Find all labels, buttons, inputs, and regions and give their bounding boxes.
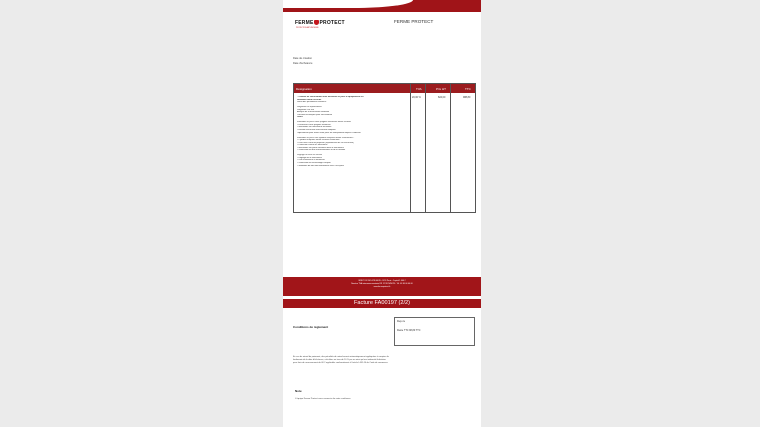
row-prix-ht: 824,00 <box>438 96 446 99</box>
table-header <box>294 84 475 93</box>
column-divider <box>425 84 426 212</box>
footer-line: Numéro TVA intracommunautaire FR 12 912345678 - Tél. 01 86 00 00 00 <box>351 283 413 285</box>
legal-text: En cas de retard de paiement, des pénalités de retard seront automatiquement appliquées à compter du lendemain de la date d'échéance, calculées au taux de 10 % par an ainsi qu'une indemnité forfaitaire pour frais de recouvrement de 40 € applicable conformément à l'article L441-10 du Code de commerce. <box>293 356 389 364</box>
footer-line: www.fermeprotect.fr <box>373 286 391 288</box>
designation-line: • Cylindre européen haute sécurité certifié A2P* <box>297 139 410 142</box>
invoice-table <box>293 83 476 213</box>
invoice-page-1 <box>283 0 481 296</box>
designation-line: Diagnostic et déplacement <box>297 106 322 109</box>
designation-line: Réglage et mise en service <box>297 154 323 157</box>
designation-line: • Test d'ouverture et fermeture <box>297 159 410 162</box>
signature-box <box>394 317 475 346</box>
header-ttc: TTC <box>465 86 471 91</box>
page-footer <box>283 277 481 296</box>
footer-line: SIRET 912 345 678 00019 - RCS Paris - Capital 1 000 € <box>358 280 406 282</box>
invoice-number-band: Facture FA00197 (2/2) <box>283 299 481 308</box>
designation-line: • Installation sur menuiserie existante <box>297 126 410 129</box>
header-designation: Désignation <box>296 86 312 91</box>
date-creation-label: Date de création <box>293 57 313 60</box>
date-echeance-label: Date d'échéance <box>293 61 313 65</box>
designation-line: • Vérification du bon fonctionnement et de la rotation <box>297 149 410 152</box>
designation-line: • Fixation sécurisée anti-intrusion adaptée <box>297 129 410 132</box>
logo-text-left: FERME <box>295 20 314 26</box>
row-tva: 20,00 % <box>412 96 421 99</box>
designation-line: • Réglage de la menuiserie <box>297 157 410 160</box>
designation-line: Diagnostic sur site <box>297 108 314 111</box>
signature-value: Reste TTC 98,80 TTC <box>397 329 421 332</box>
designation-line: - Travaux de sécurisation avec fourniture et pose d'équipements en <box>297 96 364 98</box>
designation-line: Analyse de la menuiserie existante <box>297 111 330 114</box>
note-text: L'équipe Ferme Protect vous remercie de votre confiance. <box>295 398 352 400</box>
designation-line: • Validation du bon fonctionnement avec l'occupant <box>297 165 410 168</box>
note-title: Note <box>295 389 302 393</box>
designation-line: Conseils techniques pour sécurisation <box>297 113 333 116</box>
header-prix-ht: Prix HT <box>436 86 446 91</box>
designation-cell <box>297 96 410 167</box>
shield-icon <box>314 20 319 25</box>
column-divider <box>450 84 451 212</box>
designation-line: Offert <box>297 116 303 119</box>
document-title: FERME PROTECT <box>394 19 434 24</box>
column-divider <box>410 84 411 212</box>
logo-text-right: PROTECT <box>319 20 345 26</box>
company-logo <box>295 20 345 26</box>
designation-line: • Fourniture d'une poignée renforcée <box>297 124 410 127</box>
logo-tagline: PROTECTION ANTI-INCENDIE <box>296 28 319 29</box>
conditions-title: Conditions de règlement <box>293 325 329 329</box>
designation-line: • Ajustement pour éviter toute prise ou manipulation depuis l'extérieur <box>297 132 410 135</box>
invoice-page-2 <box>283 296 481 427</box>
designation-line: Fourniture et pose d'une poignée extérieure haute sécurité <box>297 121 351 124</box>
header-tva: TVA <box>416 86 422 91</box>
signature-label: Reçu le <box>397 320 406 323</box>
designation-line: Détail des prestations réalisées : <box>297 101 328 104</box>
row-ttc: 988,80 <box>463 96 471 99</box>
designation-line: • Vérification du verrouillage complet <box>297 162 410 165</box>
designation-line: Fourniture et pose d'un cylindre européen haute sécurité A2P* <box>297 136 355 139</box>
designation-line: formation haute sécurité <box>297 98 322 101</box>
designation-line: • Installation sur porte existante dans la menuiserie <box>297 147 410 150</box>
designation-line: • Protection contre les effractions <box>297 144 410 147</box>
designation-line: • Livré avec carte de propriété (reproduction de clé sécurisée) <box>297 142 410 145</box>
